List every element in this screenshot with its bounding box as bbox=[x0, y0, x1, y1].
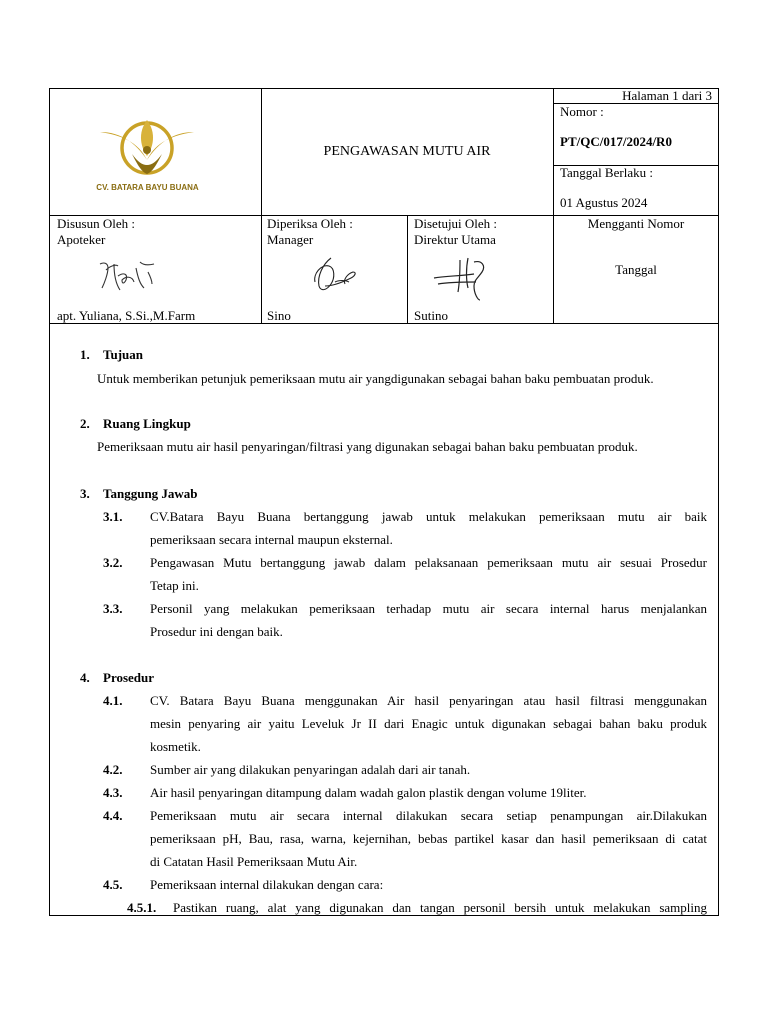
item-line: CV. Batara Bayu Buana menggunakan Air hasil penyaringan atau hasil filtrasi menggunakan bbox=[150, 693, 707, 708]
item-number: 4.4. bbox=[103, 808, 123, 823]
item-line: Tetap ini. bbox=[150, 578, 199, 593]
disetujui-name: Sutino bbox=[414, 308, 448, 323]
disetujui-label: Disetujui Oleh : bbox=[414, 216, 498, 231]
section-number: 1. bbox=[80, 347, 90, 362]
section-title-ruang-lingkup: Ruang Lingkup bbox=[103, 416, 191, 431]
item-line: pemeriksaan pH, Bau, rasa, warna, kejernihan, bebas partikel kasar dan hasil pemeriksaan di catat bbox=[150, 831, 707, 846]
item-number: 3.3. bbox=[103, 601, 123, 616]
section-number: 3. bbox=[80, 486, 90, 501]
item-number: 4.3. bbox=[103, 785, 123, 800]
disetujui-role: Direktur Utama bbox=[414, 232, 496, 247]
subitem-number: 4.5.1. bbox=[127, 900, 157, 915]
item-line: pemeriksaan secara internal maupun eksternal. bbox=[150, 532, 393, 547]
item-line: Pengawasan Mutu bertanggung jawab dalam pelaksanaan pemeriksaan mutu air sesuai Prosedur bbox=[150, 555, 707, 570]
section-title-tanggung-jawab: Tanggung Jawab bbox=[103, 486, 198, 501]
item-line: di Catatan Hasil Pemeriksaan Mutu Air. bbox=[150, 854, 358, 869]
document-number: PT/QC/017/2024/R0 bbox=[560, 134, 672, 149]
signature-sutino bbox=[430, 252, 494, 308]
document-title: PENGAWASAN MUTU AIR bbox=[323, 144, 491, 159]
disusun-role: Apoteker bbox=[57, 232, 106, 247]
disusun-name: apt. Yuliana, S.Si.,M.Farm bbox=[57, 308, 196, 323]
diperiksa-role: Manager bbox=[267, 232, 314, 247]
logo-text: CV. BATARA BAYU BUANA bbox=[96, 183, 199, 192]
section-text-ruang-lingkup: Pemeriksaan mutu air hasil penyaringan/filtrasi yang digunakan sebagai bahan baku pembuatan produk. bbox=[97, 439, 638, 454]
item-line: CV.Batara Bayu Buana bertanggung jawab untuk melakukan pemeriksaan mutu air baik bbox=[150, 509, 707, 524]
item-number: 4.1. bbox=[103, 693, 123, 708]
section-text-tujuan: Untuk memberikan petunjuk pemeriksaan mutu air yangdigunakan sebagai bahan baku pembuatan produk. bbox=[97, 371, 654, 386]
disusun-label: Disusun Oleh : bbox=[57, 216, 135, 231]
signature-sino bbox=[305, 252, 365, 300]
mengganti-nomor-label: Mengganti Nomor bbox=[587, 216, 685, 231]
item-number: 4.5. bbox=[103, 877, 123, 892]
item-number: 4.2. bbox=[103, 762, 123, 777]
tanggal-berlaku-label: Tanggal Berlaku : bbox=[560, 165, 653, 180]
item-line: Air hasil penyaringan ditampung dalam wadah galon plastik dengan volume 19liter. bbox=[150, 785, 587, 800]
signature-yuliana bbox=[96, 254, 166, 300]
section-title-prosedur: Prosedur bbox=[103, 670, 155, 685]
nomor-label: Nomor : bbox=[560, 104, 604, 119]
company-logo bbox=[80, 110, 230, 200]
diperiksa-label: Diperiksa Oleh : bbox=[267, 216, 353, 231]
item-line: Prosedur ini dengan baik. bbox=[150, 624, 283, 639]
section-title-tujuan: Tujuan bbox=[103, 347, 143, 362]
diperiksa-name: Sino bbox=[267, 308, 291, 323]
item-number: 3.1. bbox=[103, 509, 123, 524]
item-line: Pemeriksaan mutu air secara internal dilakukan secara setiap penampungan air.Dilakukan bbox=[150, 808, 707, 823]
item-line: Sumber air yang dilakukan penyaringan adalah dari air tanah. bbox=[150, 762, 471, 777]
section-number: 4. bbox=[80, 670, 90, 685]
page-number: Halaman 1 dari 3 bbox=[622, 88, 712, 103]
tanggal-label: Tanggal bbox=[615, 262, 657, 277]
item-line: kosmetik. bbox=[150, 739, 201, 754]
tanggal-berlaku-value: 01 Agustus 2024 bbox=[560, 195, 648, 210]
subitem-line: Pastikan ruang, alat yang digunakan dan tangan personil bersih untuk melakukan sampling bbox=[173, 900, 707, 915]
item-line: mesin penyaring air yaitu Leveluk Jr II dari Enagic untuk digunakan sebagai bahan baku produk bbox=[150, 716, 707, 731]
item-line: Personil yang melakukan pemeriksaan terhadap mutu air secara internal harus menjalankan bbox=[150, 601, 707, 616]
section-number: 2. bbox=[80, 416, 90, 431]
item-line: Pemeriksaan internal dilakukan dengan cara: bbox=[150, 877, 384, 892]
item-number: 3.2. bbox=[103, 555, 123, 570]
